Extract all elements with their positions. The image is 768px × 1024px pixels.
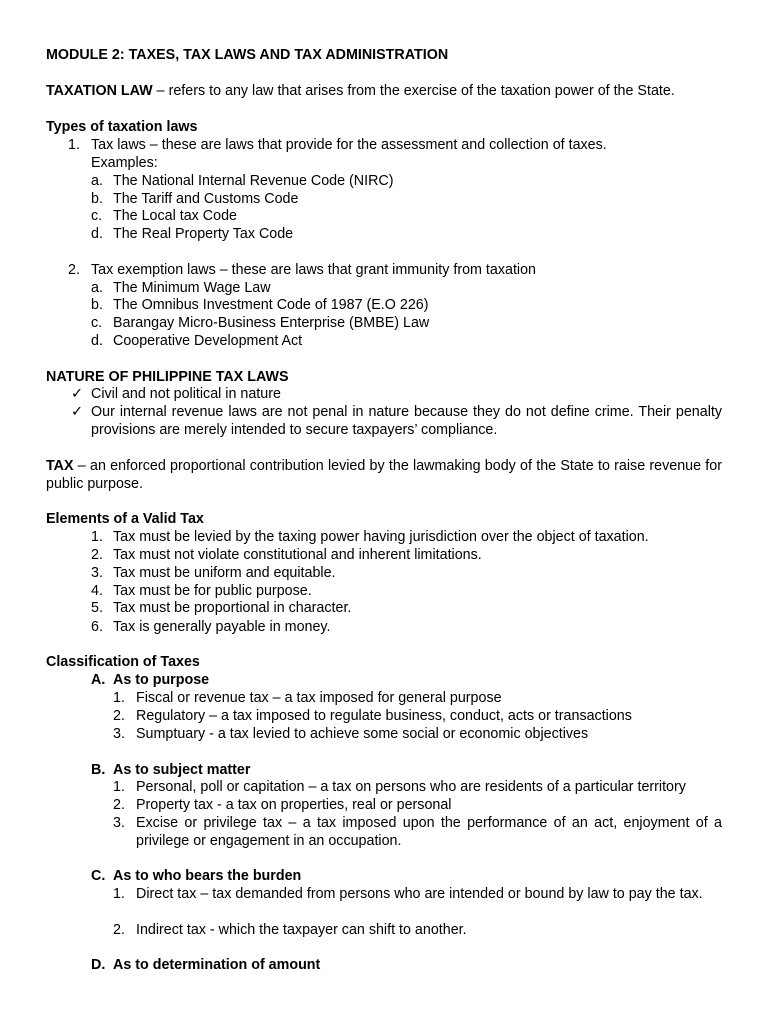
- sub-item: The Tariff and Customs Code: [113, 191, 299, 207]
- taxation-law-term: TAXATION LAW: [46, 83, 153, 99]
- sub-item: The Real Property Tax Code: [113, 226, 294, 242]
- page-title: MODULE 2: TAXES, TAX LAWS AND TAX ADMINISTRATION: [46, 47, 449, 63]
- sub-letter: d.: [91, 333, 103, 349]
- sub-letter: b.: [91, 191, 103, 207]
- class-number: 3.: [113, 726, 125, 742]
- tax-text: – an enforced proportional contribution levied by the lawmaking body of the State to raise revenue for public purpose.: [46, 458, 722, 492]
- element-number: 5.: [91, 600, 103, 616]
- taxation-law-definition: [46, 82, 675, 100]
- class-item: Personal, poll or capitation – a tax on persons who are residents of a particular territory: [136, 779, 686, 795]
- tax-term: TAX: [46, 458, 74, 474]
- element-number: 3.: [91, 565, 103, 581]
- type-number: 2.: [68, 262, 80, 278]
- element-number: 1.: [91, 529, 103, 545]
- nature-item: Civil and not political in nature: [91, 386, 281, 402]
- group-title: As to purpose: [113, 672, 210, 688]
- class-item: Sumptuary - a tax levied to achieve some social or economic objectives: [136, 726, 589, 742]
- class-item: Indirect tax - which the taxpayer can shift to another.: [136, 922, 467, 938]
- element-item: Tax must not violate constitutional and inherent limitations.: [113, 547, 482, 563]
- group-title: As to who bears the burden: [113, 868, 302, 884]
- sub-item: The Local tax Code: [113, 208, 237, 224]
- class-number: 3.: [113, 815, 125, 831]
- class-item: Property tax - a tax on properties, real or personal: [136, 797, 452, 813]
- sub-letter: b.: [91, 297, 103, 313]
- sub-item: The Minimum Wage Law: [113, 280, 271, 296]
- element-number: 6.: [91, 619, 103, 635]
- element-item: Tax must be proportional in character.: [113, 600, 352, 616]
- group-title: As to subject matter: [113, 762, 251, 778]
- check-icon: ✓: [71, 404, 83, 420]
- element-item: Tax is generally payable in money.: [113, 619, 331, 635]
- examples-label: Examples:: [91, 155, 158, 171]
- element-item: Tax must be levied by the taxing power having jurisdiction over the object of taxation.: [113, 529, 649, 545]
- group-label: A.: [91, 672, 106, 688]
- taxation-law-text: – refers to any law that arises from the exercise of the taxation power of the State.: [152, 83, 675, 99]
- group-label: C.: [91, 868, 106, 884]
- types-heading: Types of taxation laws: [46, 119, 198, 135]
- type-text: Tax exemption laws – these are laws that grant immunity from taxation: [91, 262, 536, 278]
- class-item: Direct tax – tax demanded from persons who are intended or bound by law to pay the tax.: [136, 886, 703, 902]
- sub-letter: d.: [91, 226, 103, 242]
- class-item: Regulatory – a tax imposed to regulate business, conduct, acts or transactions: [136, 708, 632, 724]
- type-number: 1.: [68, 137, 80, 153]
- sub-letter: c.: [91, 315, 103, 331]
- element-number: 2.: [91, 547, 103, 563]
- group-label: D.: [91, 957, 106, 973]
- type-text: Tax laws – these are laws that provide for the assessment and collection of taxes.: [91, 137, 607, 153]
- sub-item: Barangay Micro-Business Enterprise (BMBE) Law: [113, 315, 430, 331]
- tax-definition: [46, 457, 722, 493]
- nature-item: Our internal revenue laws are not penal in nature because they do not define crime. Their penalty provisions are merely intended to secure taxpayers’ compliance.: [91, 404, 722, 438]
- class-number: 2.: [113, 797, 125, 813]
- sub-item: The National Internal Revenue Code (NIRC): [113, 173, 394, 189]
- sub-letter: a.: [91, 173, 103, 189]
- group-title: As to determination of amount: [113, 957, 321, 973]
- class-item: Fiscal or revenue tax – a tax imposed for general purpose: [136, 690, 502, 706]
- sub-item: The Omnibus Investment Code of 1987 (E.O 226): [113, 297, 429, 313]
- class-number: 1.: [113, 779, 125, 795]
- class-number: 2.: [113, 708, 125, 724]
- group-label: B.: [91, 762, 106, 778]
- classification-heading: Classification of Taxes: [46, 654, 200, 670]
- element-number: 4.: [91, 583, 103, 599]
- class-item: Excise or privilege tax – a tax imposed upon the performance of an act, enjoyment of a privilege or engagement in an occupation.: [136, 815, 722, 849]
- class-number: 2.: [113, 922, 125, 938]
- sub-item: Cooperative Development Act: [113, 333, 303, 349]
- sub-letter: a.: [91, 280, 103, 296]
- element-item: Tax must be uniform and equitable.: [113, 565, 336, 581]
- elements-heading: Elements of a Valid Tax: [46, 511, 204, 527]
- sub-letter: c.: [91, 208, 103, 224]
- nature-heading: NATURE OF PHILIPPINE TAX LAWS: [46, 369, 289, 385]
- class-number: 1.: [113, 690, 125, 706]
- class-number: 1.: [113, 886, 125, 902]
- check-icon: ✓: [71, 386, 83, 402]
- element-item: Tax must be for public purpose.: [113, 583, 312, 599]
